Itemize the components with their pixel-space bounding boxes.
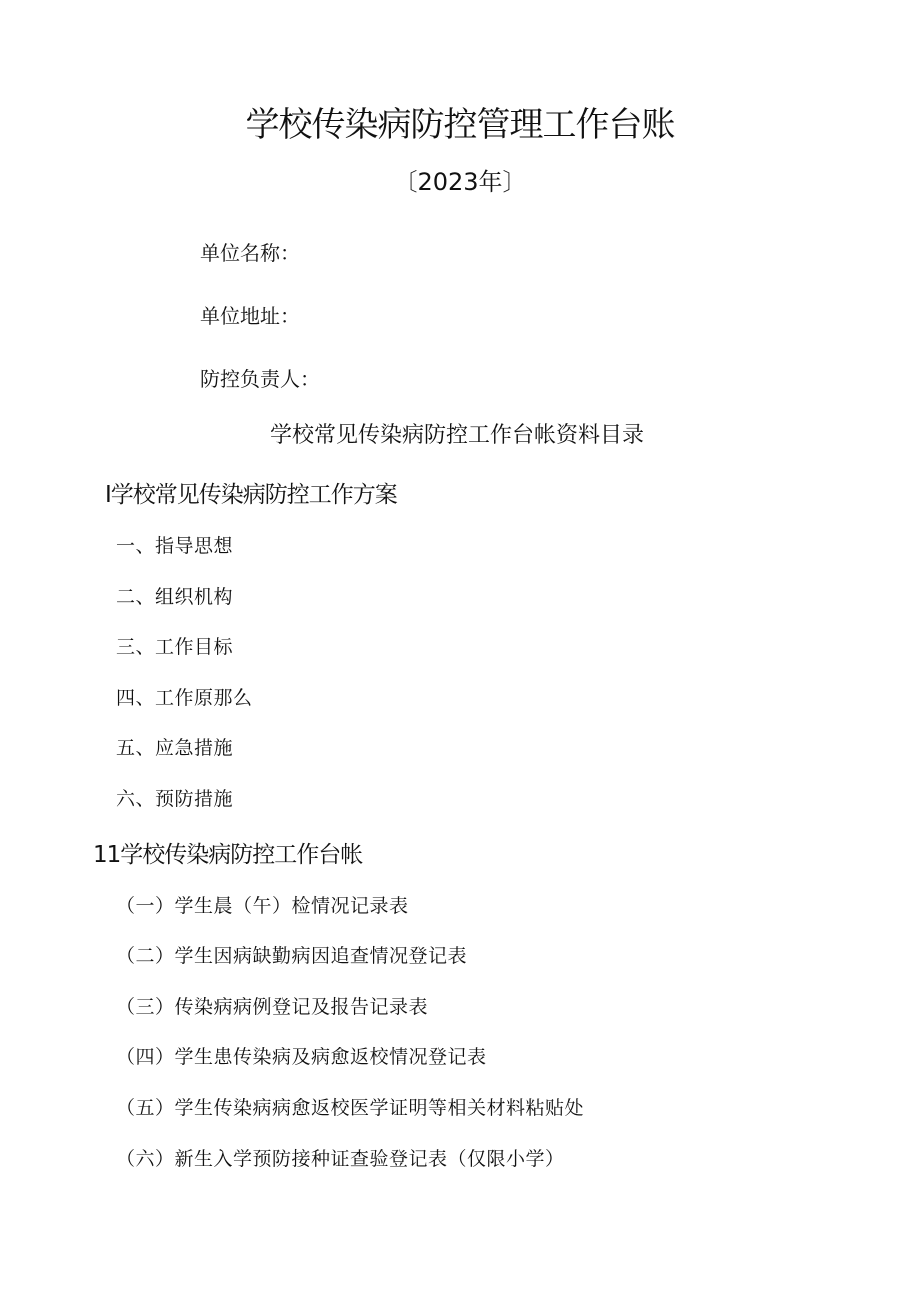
unit-address-field: 单位地址：	[200, 304, 300, 328]
section-1-item: 一、指导思想	[116, 535, 234, 557]
toc-title: 学校常见传染病防控工作台帐资料目录	[269, 423, 644, 448]
section-2-item: （四）学生患传染病及病愈返校情况登记表	[116, 1046, 487, 1068]
section-1-item: 三、工作目标	[116, 636, 234, 658]
section-2-item: （一）学生晨（午）检情况记录表	[116, 895, 409, 917]
section-1-item: 四、工作原那么	[116, 687, 253, 709]
document-year: 〔2023年〕	[393, 168, 527, 196]
document-title: 学校传染病防控管理工作台账	[245, 105, 675, 145]
section-2-item: （三）传染病病例登记及报告记录表	[116, 996, 429, 1018]
person-in-charge-field: 防控负责人：	[200, 367, 320, 391]
section-1-heading: I学校常见传染病防控工作方案	[105, 482, 397, 508]
section-2-item: （六）新生入学预防接种证查验登记表（仅限小学）	[116, 1148, 565, 1170]
section-2-item: （二）学生因病缺勤病因追查情况登记表	[116, 945, 468, 967]
section-2-heading: 11学校传染病防控工作台帐	[93, 842, 363, 868]
unit-name-field: 单位名称：	[200, 241, 300, 265]
section-1-item: 六、预防措施	[116, 788, 234, 810]
section-1-item: 二、组织机构	[116, 586, 234, 608]
section-2-item: （五）学生传染病病愈返校医学证明等相关材料粘贴处	[116, 1097, 585, 1119]
section-1-item: 五、应急措施	[116, 737, 234, 759]
